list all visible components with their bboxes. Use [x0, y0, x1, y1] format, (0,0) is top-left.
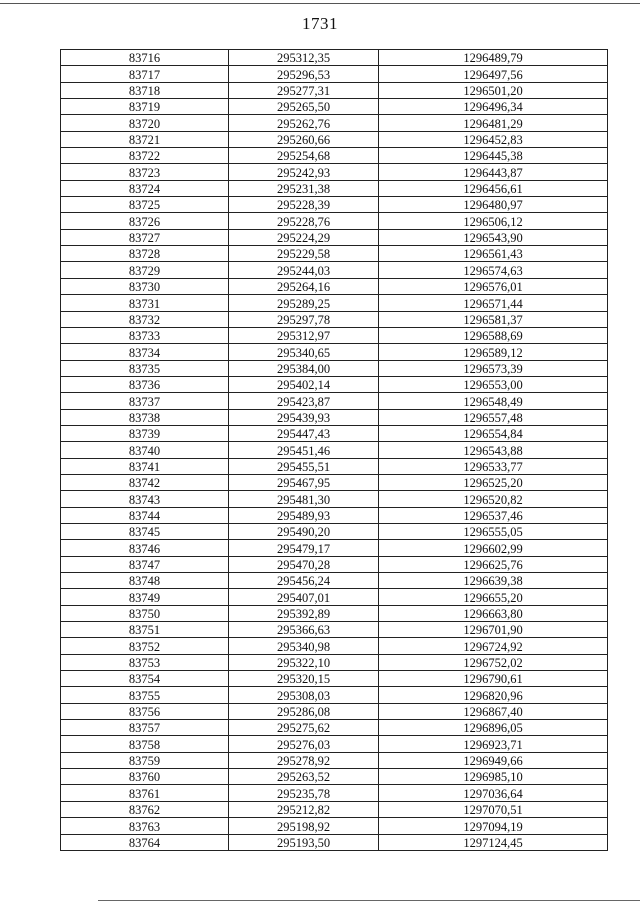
- table-row: [61, 50, 608, 66]
- y-coordinate-cell: 1296639,38: [379, 573, 608, 589]
- x-coordinate-cell: 295289,25: [229, 295, 379, 311]
- table-row: [61, 344, 608, 360]
- point-number-cell: 83761: [61, 785, 229, 801]
- x-coordinate-cell: 295470,28: [229, 556, 379, 572]
- x-coordinate-cell: 295198,92: [229, 818, 379, 834]
- point-number-cell: 83758: [61, 736, 229, 752]
- point-number-cell: 83737: [61, 393, 229, 409]
- point-number-cell: 83753: [61, 654, 229, 670]
- y-coordinate-cell: 1296561,43: [379, 246, 608, 262]
- point-number-cell: 83735: [61, 360, 229, 376]
- y-coordinate-cell: 1296456,61: [379, 180, 608, 196]
- x-coordinate-cell: 295231,38: [229, 180, 379, 196]
- coordinates-table: [60, 49, 608, 851]
- point-number-cell: 83730: [61, 278, 229, 294]
- y-coordinate-cell: 1296923,71: [379, 736, 608, 752]
- point-number-cell: 83762: [61, 801, 229, 817]
- x-coordinate-cell: 295455,51: [229, 458, 379, 474]
- x-coordinate-cell: 295275,62: [229, 720, 379, 736]
- y-coordinate-cell: 1296589,12: [379, 344, 608, 360]
- point-number-cell: 83736: [61, 376, 229, 392]
- y-coordinate-cell: 1297124,45: [379, 834, 608, 850]
- point-number-cell: 83734: [61, 344, 229, 360]
- table-row: [61, 703, 608, 719]
- table-row: [61, 736, 608, 752]
- y-coordinate-cell: 1296543,88: [379, 442, 608, 458]
- y-coordinate-cell: 1296867,40: [379, 703, 608, 719]
- y-coordinate-cell: 1296525,20: [379, 474, 608, 490]
- x-coordinate-cell: 295228,76: [229, 213, 379, 229]
- point-number-cell: 83743: [61, 491, 229, 507]
- top-border-line: [0, 3, 640, 4]
- point-number-cell: 83733: [61, 327, 229, 343]
- y-coordinate-cell: 1296985,10: [379, 769, 608, 785]
- table-row: [61, 589, 608, 605]
- x-coordinate-cell: 295296,53: [229, 66, 379, 82]
- x-coordinate-cell: 295490,20: [229, 523, 379, 539]
- x-coordinate-cell: 295423,87: [229, 393, 379, 409]
- x-coordinate-cell: 295340,98: [229, 638, 379, 654]
- table-row: [61, 246, 608, 262]
- table-row: [61, 573, 608, 589]
- point-number-cell: 83751: [61, 622, 229, 638]
- x-coordinate-cell: 295262,76: [229, 115, 379, 131]
- y-coordinate-cell: 1297036,64: [379, 785, 608, 801]
- x-coordinate-cell: 295392,89: [229, 605, 379, 621]
- table-row: [61, 785, 608, 801]
- table-row: [61, 99, 608, 115]
- table-row: [61, 687, 608, 703]
- point-number-cell: 83764: [61, 834, 229, 850]
- table-row: [61, 82, 608, 98]
- point-number-cell: 83763: [61, 818, 229, 834]
- y-coordinate-cell: 1296489,79: [379, 50, 608, 66]
- table-row: [61, 458, 608, 474]
- table-row: [61, 556, 608, 572]
- x-coordinate-cell: 295297,78: [229, 311, 379, 327]
- point-number-cell: 83745: [61, 523, 229, 539]
- y-coordinate-cell: 1296701,90: [379, 622, 608, 638]
- x-coordinate-cell: 295451,46: [229, 442, 379, 458]
- table-row: [61, 752, 608, 768]
- y-coordinate-cell: 1297094,19: [379, 818, 608, 834]
- x-coordinate-cell: 295254,68: [229, 148, 379, 164]
- table-row: [61, 818, 608, 834]
- table-row: [61, 720, 608, 736]
- x-coordinate-cell: 295260,66: [229, 131, 379, 147]
- y-coordinate-cell: 1296548,49: [379, 393, 608, 409]
- table-row: [61, 262, 608, 278]
- x-coordinate-cell: 295340,65: [229, 344, 379, 360]
- table-row: [61, 115, 608, 131]
- point-number-cell: 83748: [61, 573, 229, 589]
- x-coordinate-cell: 295447,43: [229, 425, 379, 441]
- table-row: [61, 442, 608, 458]
- point-number-cell: 83746: [61, 540, 229, 556]
- point-number-cell: 83728: [61, 246, 229, 262]
- table-row: [61, 180, 608, 196]
- x-coordinate-cell: 295308,03: [229, 687, 379, 703]
- y-coordinate-cell: 1296497,56: [379, 66, 608, 82]
- y-coordinate-cell: 1296949,66: [379, 752, 608, 768]
- y-coordinate-cell: 1296602,99: [379, 540, 608, 556]
- y-coordinate-cell: 1296588,69: [379, 327, 608, 343]
- y-coordinate-cell: 1296752,02: [379, 654, 608, 670]
- x-coordinate-cell: 295265,50: [229, 99, 379, 115]
- y-coordinate-cell: 1296655,20: [379, 589, 608, 605]
- point-number-cell: 83747: [61, 556, 229, 572]
- y-coordinate-cell: 1296537,46: [379, 507, 608, 523]
- y-coordinate-cell: 1296481,29: [379, 115, 608, 131]
- y-coordinate-cell: 1296555,05: [379, 523, 608, 539]
- table-row: [61, 491, 608, 507]
- y-coordinate-cell: 1296820,96: [379, 687, 608, 703]
- point-number-cell: 83725: [61, 197, 229, 213]
- point-number-cell: 83731: [61, 295, 229, 311]
- table-row: [61, 376, 608, 392]
- bottom-border-line: [98, 900, 640, 901]
- y-coordinate-cell: 1296724,92: [379, 638, 608, 654]
- x-coordinate-cell: 295479,17: [229, 540, 379, 556]
- y-coordinate-cell: 1296452,83: [379, 131, 608, 147]
- table-row: [61, 131, 608, 147]
- y-coordinate-cell: 1296576,01: [379, 278, 608, 294]
- y-coordinate-cell: 1296533,77: [379, 458, 608, 474]
- x-coordinate-cell: 295402,14: [229, 376, 379, 392]
- table-row: [61, 148, 608, 164]
- y-coordinate-cell: 1296663,80: [379, 605, 608, 621]
- point-number-cell: 83739: [61, 425, 229, 441]
- x-coordinate-cell: 295384,00: [229, 360, 379, 376]
- table-row: [61, 311, 608, 327]
- table-row: [61, 360, 608, 376]
- table-row: [61, 164, 608, 180]
- y-coordinate-cell: 1297070,51: [379, 801, 608, 817]
- point-number-cell: 83732: [61, 311, 229, 327]
- x-coordinate-cell: 295439,93: [229, 409, 379, 425]
- point-number-cell: 83742: [61, 474, 229, 490]
- table-row: [61, 507, 608, 523]
- point-number-cell: 83729: [61, 262, 229, 278]
- x-coordinate-cell: 295278,92: [229, 752, 379, 768]
- table-row: [61, 229, 608, 245]
- point-number-cell: 83757: [61, 720, 229, 736]
- table-row: [61, 393, 608, 409]
- point-number-cell: 83738: [61, 409, 229, 425]
- point-number-cell: 83744: [61, 507, 229, 523]
- y-coordinate-cell: 1296543,90: [379, 229, 608, 245]
- point-number-cell: 83720: [61, 115, 229, 131]
- x-coordinate-cell: 295467,95: [229, 474, 379, 490]
- table-row: [61, 769, 608, 785]
- y-coordinate-cell: 1296496,34: [379, 99, 608, 115]
- x-coordinate-cell: 295212,82: [229, 801, 379, 817]
- point-number-cell: 83727: [61, 229, 229, 245]
- table-row: [61, 213, 608, 229]
- table-row: [61, 834, 608, 850]
- point-number-cell: 83754: [61, 671, 229, 687]
- x-coordinate-cell: 295276,03: [229, 736, 379, 752]
- table-row: [61, 605, 608, 621]
- table-row: [61, 295, 608, 311]
- table-row: [61, 327, 608, 343]
- y-coordinate-cell: 1296445,38: [379, 148, 608, 164]
- y-coordinate-cell: 1296625,76: [379, 556, 608, 572]
- table-row: [61, 671, 608, 687]
- x-coordinate-cell: 295322,10: [229, 654, 379, 670]
- y-coordinate-cell: 1296506,12: [379, 213, 608, 229]
- y-coordinate-cell: 1296571,44: [379, 295, 608, 311]
- point-number-cell: 83760: [61, 769, 229, 785]
- point-number-cell: 83726: [61, 213, 229, 229]
- point-number-cell: 83750: [61, 605, 229, 621]
- x-coordinate-cell: 295235,78: [229, 785, 379, 801]
- table-row: [61, 409, 608, 425]
- x-coordinate-cell: 295277,31: [229, 82, 379, 98]
- point-number-cell: 83740: [61, 442, 229, 458]
- table-row: [61, 638, 608, 654]
- coordinates-table-body: [61, 50, 608, 851]
- point-number-cell: 83741: [61, 458, 229, 474]
- table-row: [61, 425, 608, 441]
- x-coordinate-cell: 295366,63: [229, 622, 379, 638]
- x-coordinate-cell: 295242,93: [229, 164, 379, 180]
- y-coordinate-cell: 1296573,39: [379, 360, 608, 376]
- x-coordinate-cell: 295481,30: [229, 491, 379, 507]
- point-number-cell: 83752: [61, 638, 229, 654]
- point-number-cell: 83755: [61, 687, 229, 703]
- point-number-cell: 83719: [61, 99, 229, 115]
- point-number-cell: 83718: [61, 82, 229, 98]
- table-row: [61, 197, 608, 213]
- table-row: [61, 622, 608, 638]
- x-coordinate-cell: 295224,29: [229, 229, 379, 245]
- y-coordinate-cell: 1296480,97: [379, 197, 608, 213]
- x-coordinate-cell: 295456,24: [229, 573, 379, 589]
- table-row: [61, 801, 608, 817]
- x-coordinate-cell: 295263,52: [229, 769, 379, 785]
- y-coordinate-cell: 1296896,05: [379, 720, 608, 736]
- y-coordinate-cell: 1296443,87: [379, 164, 608, 180]
- point-number-cell: 83723: [61, 164, 229, 180]
- point-number-cell: 83759: [61, 752, 229, 768]
- table-row: [61, 523, 608, 539]
- y-coordinate-cell: 1296501,20: [379, 82, 608, 98]
- x-coordinate-cell: 295312,35: [229, 50, 379, 66]
- table-row: [61, 540, 608, 556]
- x-coordinate-cell: 295244,03: [229, 262, 379, 278]
- x-coordinate-cell: 295193,50: [229, 834, 379, 850]
- y-coordinate-cell: 1296557,48: [379, 409, 608, 425]
- point-number-cell: 83749: [61, 589, 229, 605]
- x-coordinate-cell: 295489,93: [229, 507, 379, 523]
- x-coordinate-cell: 295228,39: [229, 197, 379, 213]
- table-row: [61, 278, 608, 294]
- table-row: [61, 66, 608, 82]
- table-row: [61, 474, 608, 490]
- x-coordinate-cell: 295286,08: [229, 703, 379, 719]
- y-coordinate-cell: 1296520,82: [379, 491, 608, 507]
- y-coordinate-cell: 1296790,61: [379, 671, 608, 687]
- point-number-cell: 83716: [61, 50, 229, 66]
- y-coordinate-cell: 1296553,00: [379, 376, 608, 392]
- x-coordinate-cell: 295407,01: [229, 589, 379, 605]
- point-number-cell: 83721: [61, 131, 229, 147]
- x-coordinate-cell: 295264,16: [229, 278, 379, 294]
- y-coordinate-cell: 1296574,63: [379, 262, 608, 278]
- y-coordinate-cell: 1296581,37: [379, 311, 608, 327]
- x-coordinate-cell: 295229,58: [229, 246, 379, 262]
- point-number-cell: 83724: [61, 180, 229, 196]
- page-number: 1731: [302, 14, 338, 33]
- point-number-cell: 83756: [61, 703, 229, 719]
- point-number-cell: 83717: [61, 66, 229, 82]
- y-coordinate-cell: 1296554,84: [379, 425, 608, 441]
- x-coordinate-cell: 295312,97: [229, 327, 379, 343]
- x-coordinate-cell: 295320,15: [229, 671, 379, 687]
- table-row: [61, 654, 608, 670]
- point-number-cell: 83722: [61, 148, 229, 164]
